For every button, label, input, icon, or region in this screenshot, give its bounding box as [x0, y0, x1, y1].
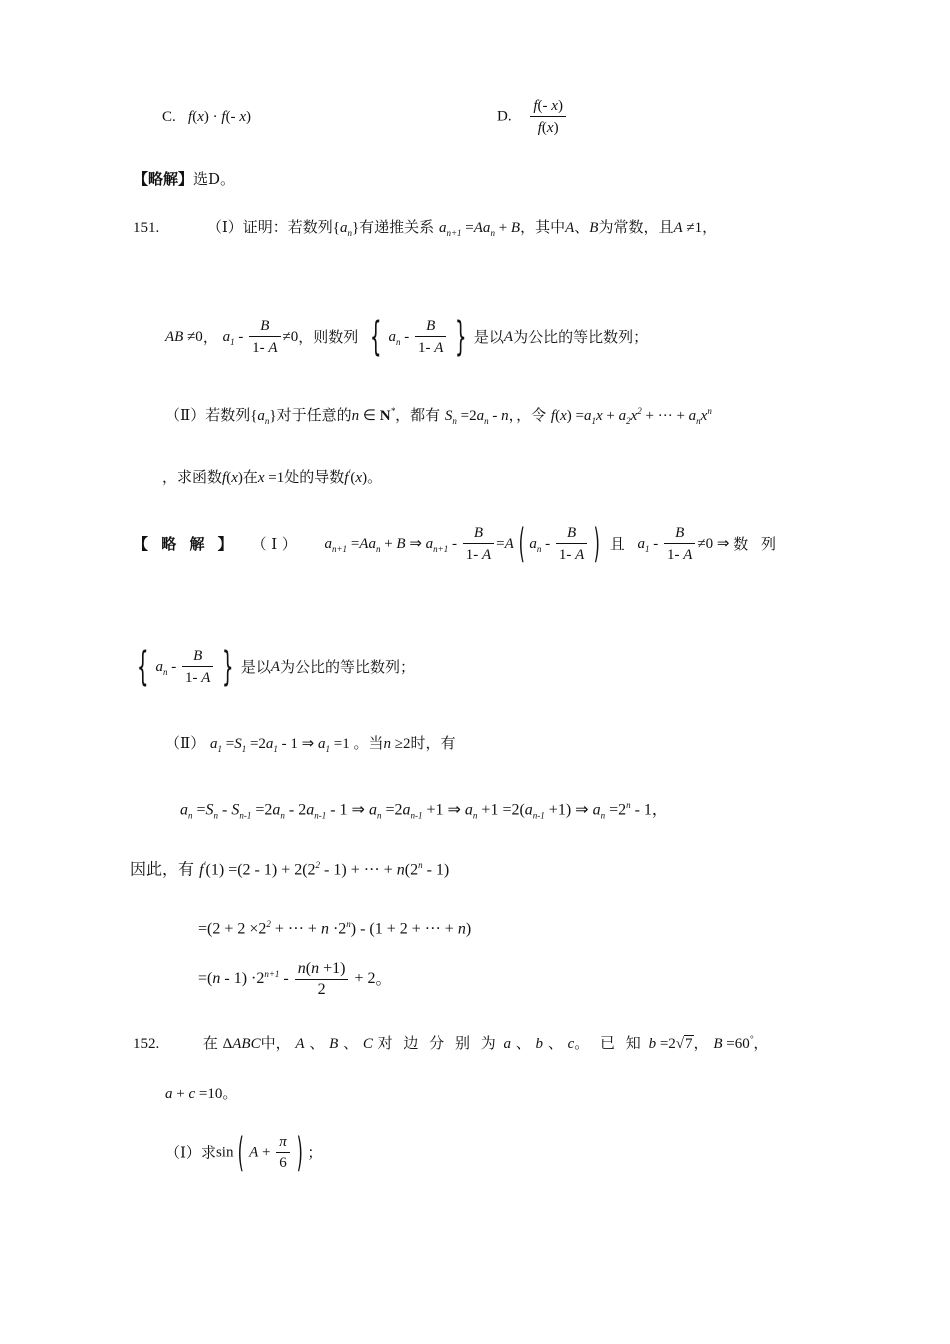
solution-151-step2: $=(2 + 2 \times 2^2$ + ··· + $n \cdot 2^n) - (1 + 2$ + ··· + n): [198, 919, 472, 938]
text: 。 已 知: [574, 1034, 644, 1052]
text: 中，: [260, 1034, 291, 1052]
solution-tag: 【 略 解 】: [133, 535, 237, 553]
text: ，都有: [395, 406, 441, 424]
text: 为公比的等比数列；: [513, 328, 649, 346]
option-c-expr: f: [180, 109, 193, 125]
text: 是以: [473, 328, 504, 346]
problem-151-line1: 151. （Ⅰ）证明：若数列$\{a_n\}$有递推关系 $a_{n+1} =Aa_n + B$，其中A、B为常数，且A ≠1，: [133, 218, 718, 238]
text: 且: [609, 535, 625, 553]
answer-tag: 【略解】: [133, 170, 194, 188]
text: ，其中: [520, 218, 566, 236]
option-c: C. f(x) · f(- x): [162, 109, 251, 125]
text: 因此，有: [130, 859, 195, 879]
problem-number: 151.: [133, 220, 160, 236]
text: 。: [375, 969, 392, 988]
problem-152-part1: （Ⅰ）求sin ( A + $\frac{\pi}{6}$ ) ；: [165, 1129, 323, 1176]
part-label: （Ⅱ）: [165, 734, 206, 752]
text: 处的导数: [284, 468, 345, 486]
solution-151-line1: 【 略 解 】 （ Ⅰ ） $a_{n+1} =Aa_n + B$ ⇒ $a_{n+1}$ - $\frac{B}{1- A}$ =A ( $a_n$ - $\frac{B}{1- A}$ ) 且 $a_1$ - $\frac{B}{1- A}$ ≠0 ⇒ 数 列: [133, 521, 781, 567]
text: 为公比的等比数列；: [280, 658, 416, 676]
problem-151-line2: AB ≠0， $a_1$ - $\frac{B}{1- A}$ ≠0，则数列 { $a_n$ - $\frac{B}{1- A}$ } 是以A为公比的等比数列；: [165, 314, 649, 360]
solution-151-part2-line2: $a_n =S_n - S_{n-1} =2a_n - 2a_{n-1} - 1$ ⇒ $a_n =2a_{n-1} +1$ ⇒ $a_n +1 =2(a_{n-1} +1)$ ⇒ $a_n =2^n - 1$，: [180, 799, 668, 821]
problem-152-line2: a + c =10。: [165, 1084, 238, 1102]
text: 。当: [353, 734, 384, 752]
text: 时，有: [410, 734, 456, 752]
part-label: （ Ⅰ ）: [251, 535, 297, 553]
solution-151-line2: { $a_n$ - $\frac{B}{1- A}$ } 是以A为公比的等比数列；: [136, 644, 416, 690]
text: 在: [202, 1034, 218, 1052]
text: 对于任意的: [276, 406, 352, 424]
text: 。: [367, 468, 383, 486]
option-c-label: C.: [162, 109, 176, 125]
problem-151-part2-line1: （Ⅱ）若数列$\{a_n\}$对于任意的n ∈ N*，都有 $S_n =2a_n - n$，，令 $f(x) =a_1x + a_2x^2$ + ··· + $a_nx^n$: [165, 406, 712, 426]
text: 求: [200, 1143, 216, 1162]
solution-151-part2-line1: （Ⅱ） $a_1 =S_1 =2a_1 - 1$ ⇒ $a_1 =1$ 。当n ≥2时，有: [165, 734, 456, 754]
text: ，令: [516, 406, 547, 424]
text: 对 边 分 别 为: [377, 1034, 499, 1052]
solution-151-therefore: 因此，有 $f'(1) =(2 - 1) + 2(2^2 - 1)$ + ··· + $n(2^n - 1)$: [130, 859, 450, 879]
text: 是以: [240, 658, 271, 676]
text: ，则数列: [298, 328, 359, 346]
part-label: （Ⅰ）: [206, 218, 243, 236]
part-label: （Ⅱ）: [165, 406, 206, 424]
option-d-label: D.: [497, 108, 512, 125]
text: ；: [307, 1143, 323, 1162]
option-d: [497, 95, 568, 138]
option-d-fraction: $\frac{f(- x)}{f(x)}$: [530, 95, 566, 138]
text: 若数列: [205, 406, 251, 424]
part-label: （Ⅰ）: [165, 1143, 201, 1162]
text: ，求函数: [162, 468, 223, 486]
text: 数 列: [733, 535, 781, 553]
text: 证明：若数列: [242, 218, 333, 236]
text: 在: [242, 468, 258, 486]
text: 为常数，且: [598, 218, 674, 236]
text: 有递推关系: [359, 218, 435, 236]
answer-150: [133, 169, 235, 189]
answer-text: 选D。: [193, 170, 236, 188]
problem-151-part2-line2: ，求函数f(x)在x =1处的导数f′(x)。: [162, 468, 383, 486]
problem-number: 152.: [133, 1036, 160, 1052]
problem-152-line1: 152. 在 ΔABC中， A 、 B 、 C 对 边 分 别 为 a 、 b 、 c。 已 知 b =2√7， B =60°，: [133, 1034, 769, 1052]
solution-151-step3: $=(n - 1) \cdot 2^{n+1}$ - $\frac{n(n +1)}{2}$ + 2。: [198, 960, 392, 998]
